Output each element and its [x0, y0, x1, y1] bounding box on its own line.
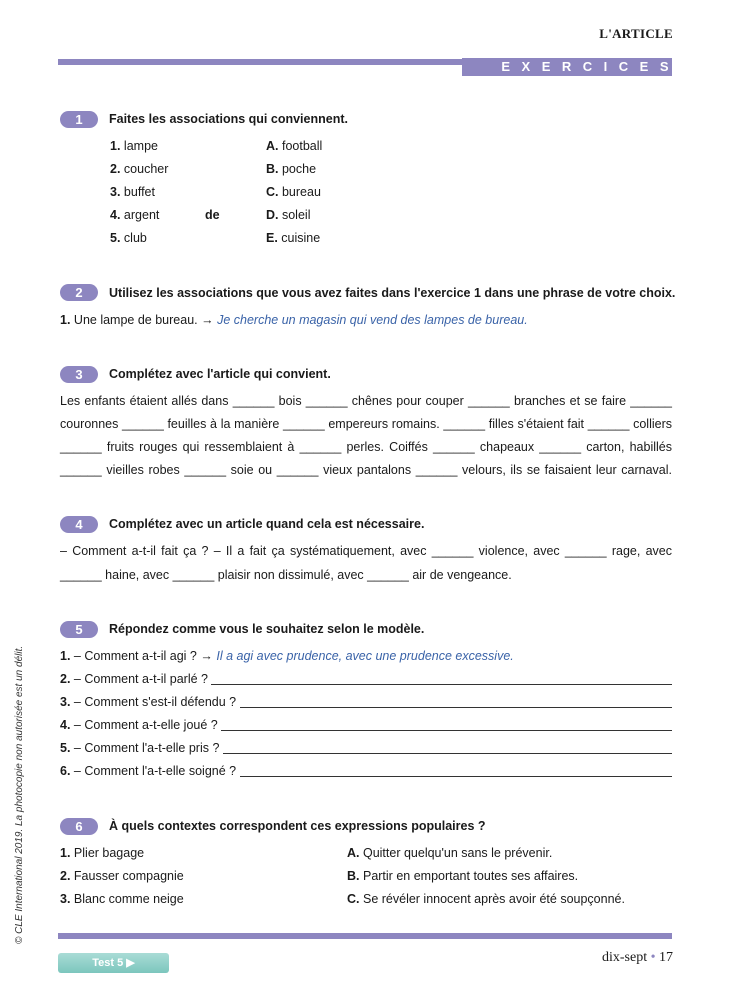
answer-row: 4. – Comment a-t-elle joué ?	[60, 718, 672, 732]
list-item: D. soleil	[266, 208, 311, 222]
exercise-number-3: 3	[60, 366, 98, 383]
test-button[interactable]: Test 5 ▶	[58, 953, 169, 973]
list-item: 5. club	[110, 231, 147, 245]
answer-line[interactable]	[223, 741, 672, 754]
list-item: 2. coucher	[110, 162, 169, 176]
copyright-notice: © CLE International 2019. La photocopie non autorisée est un délit.	[14, 645, 25, 944]
exercise-number-2: 2	[60, 284, 98, 301]
list-item: E. cuisine	[266, 231, 321, 245]
answer-row: 6. – Comment l'a-t-elle soigné ?	[60, 764, 672, 778]
answer-line[interactable]	[240, 764, 672, 777]
text-line: – Comment a-t-il fait ça ? – Il a fait ça systématiquement, avec ______ violence, avec ______ rage, avec	[60, 544, 672, 558]
list-item: A. Quitter quelqu'un sans le prévenir.	[347, 846, 553, 860]
footer-rule	[58, 933, 672, 939]
text-line: ______ fruits rouges qui ressemblaient à ______ perles. Coiffés ______ chapeaux ______ carton, habillés	[60, 440, 672, 454]
example-answer: Il a agi avec prudence, avec une prudence excessive.	[216, 649, 514, 663]
list-item: 2. Fausser compagnie	[60, 869, 184, 883]
chapter-title: L'ARTICLE	[599, 26, 673, 41]
list-item: B. Partir en emportant toutes ses affaires.	[347, 869, 579, 883]
list-item: C. Se révéler innocent après avoir été soupçonné.	[347, 892, 625, 906]
text-line: couronnes ______ feuilles à la manière ______ empereurs romains. ______ filles s'étaient fait ______ colliers	[60, 417, 672, 431]
exercise-6-instruction: À quels contextes correspondent ces expressions populaires ?	[109, 819, 486, 833]
exercise-2-instruction: Utilisez les associations que vous avez faites dans l'exercice 1 dans une phrase de votre choix.	[109, 286, 676, 300]
list-item: 3. Blanc comme neige	[60, 892, 184, 906]
list-item: 1. lampe	[110, 139, 158, 153]
answer-line[interactable]	[221, 718, 672, 731]
exercise-number-4: 4	[60, 516, 98, 533]
section-label: EXERCICES	[501, 59, 680, 74]
answer-row: 3. – Comment s'est-il défendu ?	[60, 695, 672, 709]
exercise-number-1: 1	[60, 111, 98, 128]
example-line: 1. Une lampe de bureau. → Je cherche un magasin qui vend des lampes de bureau.	[60, 313, 528, 327]
exercise-number-5: 5	[60, 621, 98, 638]
example-answer: Je cherche un magasin qui vend des lampes de bureau.	[217, 313, 528, 327]
answer-line[interactable]	[211, 672, 672, 685]
section-banner	[462, 58, 680, 76]
exercise-number-6: 6	[60, 818, 98, 835]
answer-row: 2. – Comment a-t-il parlé ?	[60, 672, 672, 686]
answer-line[interactable]	[240, 695, 672, 708]
exercise-4-instruction: Complétez avec un article quand cela est nécessaire.	[109, 517, 425, 531]
exercise-3-instruction: Complétez avec l'article qui convient.	[109, 367, 331, 381]
list-item: 1. Plier bagage	[60, 846, 145, 860]
example-line: 1. – Comment a-t-il agi ? → Il a agi avec prudence, avec une prudence excessive.	[60, 649, 514, 663]
exercise-1-instruction: Faites les associations qui conviennent.	[109, 112, 348, 126]
list-item: B. poche	[266, 162, 317, 176]
text-line: ______ haine, avec ______ plaisir non dissimulé, avec ______ air de vengeance.	[60, 568, 512, 582]
list-item: C. bureau	[266, 185, 321, 199]
list-item: 3. buffet	[110, 185, 155, 199]
list-item: 4. argent	[110, 208, 160, 222]
answer-row: 5. – Comment l'a-t-elle pris ?	[60, 741, 672, 755]
page-number: dix-sept • 17	[601, 950, 673, 965]
exercise-5-instruction: Répondez comme vous le souhaitez selon le modèle.	[109, 622, 425, 636]
text-line: ______ vieilles robes ______ soie ou ______ vieux pantalons ______ velours, ils se faisaient leur carnaval.	[60, 463, 672, 477]
header-rule	[58, 59, 464, 65]
text-line: Les enfants étaient allés dans ______ bois ______ chênes pour couper ______ branches et se faire ______	[60, 394, 672, 408]
connector-word: de	[205, 208, 220, 222]
list-item: A. football	[266, 139, 323, 153]
